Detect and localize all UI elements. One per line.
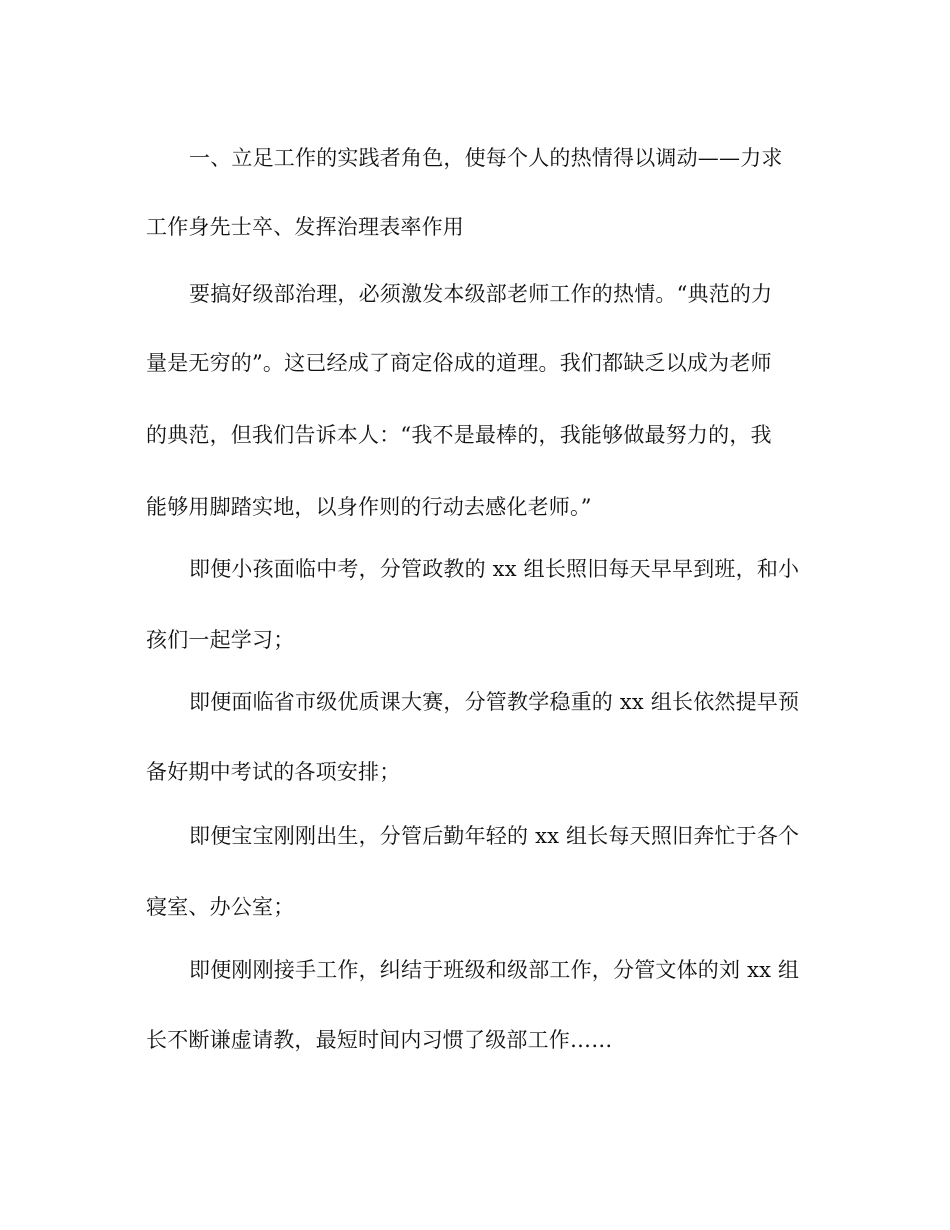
heading-line-2: 工作身先士卒、发挥治理表率作用 [146, 215, 464, 239]
paragraph-line: 的典范，但我们告诉本人：“我不是最棒的，我能够做最努力的，我 [146, 423, 772, 447]
paragraph-line: 即便刚刚接手工作，纠结于班级和级部工作，分管文体的刘 xx 组 [189, 958, 800, 982]
paragraph-line: 即便面临省市级优质课大赛，分管教学稳重的 xx 组长依然提早预 [189, 690, 800, 714]
paragraph-line: 长不断谦虚请教，最短时间内习惯了级部工作…… [146, 1028, 613, 1052]
paragraph-line: 孩们一起学习； [146, 628, 295, 652]
heading-line-1: 一、立足工作的实践者角色，使每个人的热情得以调动——力求 [189, 146, 783, 170]
paragraph-line: 即便小孩面临中考，分管政教的 xx 组长照旧每天早早到班，和小 [189, 557, 800, 581]
paragraph-line: 即便宝宝刚刚出生，分管后勤年轻的 xx 组长每天照旧奔忙于各个 [189, 824, 800, 848]
paragraph-line: 寝室、办公室； [146, 895, 295, 919]
paragraph-line: 要搞好级部治理，必须激发本级部老师工作的热情。“典范的力 [189, 282, 773, 306]
paragraph-line: 能够用脚踏实地，以身作则的行动去感化老师。” [146, 495, 592, 519]
paragraph-line: 量是无穷的”。这已经成了商定俗成的道理。我们都缺乏以成为老师 [146, 351, 772, 375]
paragraph-line: 备好期中考试的各项安排； [146, 760, 401, 784]
